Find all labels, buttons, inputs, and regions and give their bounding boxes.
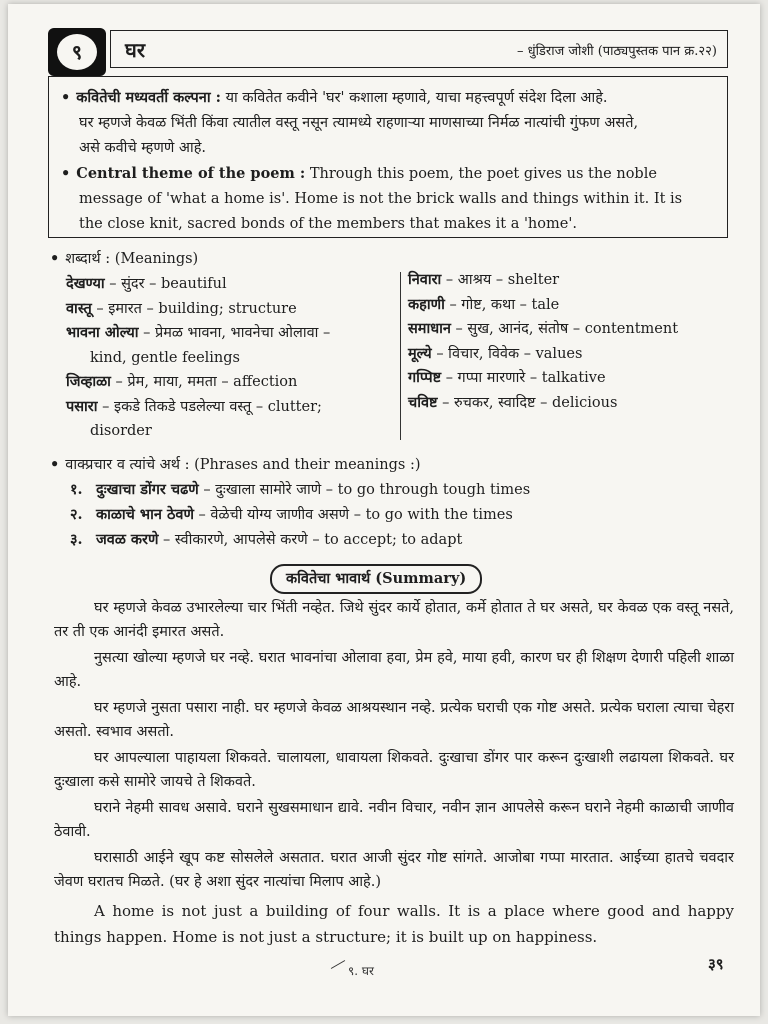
meanings-table: [48, 272, 728, 448]
meaning-definition: – गोष्ट, कथा – tale: [444, 296, 560, 313]
meaning-word: वास्तू: [66, 299, 92, 317]
bullet: •: [61, 89, 71, 106]
phrase-item: [50, 477, 730, 502]
summary-english: A home is not just a building of four walls. It is a place where good and happy things happen. Home is not just a structure; it is built up on happiness.: [54, 902, 734, 946]
marathi-theme-line3: असे कवीचे म्हणणे आहे.: [79, 140, 207, 156]
meaning-entry: [408, 268, 728, 293]
marathi-theme-heading: कवितेची मध्यवर्ती कल्पना :: [76, 89, 221, 106]
central-theme-box: [48, 76, 728, 238]
meaning-definition: – इकडे तिकडे पडलेल्या वस्तू – clutter;: [97, 398, 322, 415]
meaning-definition: – गप्पा मारणारे – talkative: [441, 370, 606, 386]
meaning-entry-continued: [66, 346, 396, 371]
bullet: •: [50, 250, 60, 267]
phrases-heading: [50, 452, 730, 477]
title-bar: [110, 30, 728, 68]
summary-paragraph: घर आपल्याला पाहायला शिकवते. चालायला, धावायला शिकवते. दुःखाचा डोंगर पार करून दुःखाशी लढायला शिकवते. घर दुःखाला कसे सामोरे जायचे ते शिकवते.: [54, 750, 734, 790]
meaning-word: कहाणी: [408, 295, 445, 313]
meaning-entry: [66, 321, 396, 346]
document-page: [8, 4, 760, 1016]
phrase-item: [50, 502, 730, 527]
phrases-heading-text: वाक्प्रचार व त्यांचे अर्थ : (Phrases and their meanings :): [65, 457, 421, 473]
meaning-entry: [408, 293, 728, 318]
meaning-definition: – रुचकर, स्वादिष्ट – delicious: [437, 394, 618, 411]
english-theme-heading: Central theme of the poem :: [76, 165, 306, 182]
meaning-entry: [408, 391, 728, 416]
english-theme-line3: the close knit, sacred bonds of the members that makes it a 'home'.: [79, 216, 577, 232]
meaning-definition: – प्रेमळ भावना, भावनेचा ओलावा –: [138, 325, 331, 341]
author-name: – धुंडिराज जोशी: [516, 44, 594, 59]
summary-paragraph: घर म्हणजे नुसता पसारा नाही. घर म्हणजे केवळ आश्रयस्थान नव्हे. प्रत्येक घराची एक गोष्ट असते. प्रत्येक घराला त्याचा चेहरा असतो. स्वभाव असतो.: [54, 700, 734, 740]
chapter-header: [48, 28, 728, 72]
meaning-word: मूल्ये: [408, 344, 432, 362]
meaning-word: भावना ओल्या: [66, 324, 139, 341]
meaning-definition: – आश्रय – shelter: [441, 272, 560, 288]
marathi-theme-line2: घर म्हणजे केवळ भिंती किंवा त्यातील वस्तू नसून त्यामध्ये राहणाऱ्या माणसाच्या निर्मळ नात्यांची गुंफण असते,: [79, 115, 639, 131]
bullet: •: [50, 456, 60, 473]
english-theme-line1: Through this poem, the poet gives us the noble: [309, 166, 657, 182]
meaning-word: गप्पिष्ट: [408, 369, 442, 386]
meaning-definition: – इमारत – building; structure: [91, 300, 297, 317]
phrase-number: १.: [70, 481, 83, 498]
meaning-entry: [66, 297, 396, 322]
phrases-section: [50, 452, 730, 552]
phrase-text: काळाचे भान ठेवणे: [96, 506, 194, 523]
page-number: ३९: [708, 955, 724, 973]
meaning-definition: – विचार, विवेक – values: [431, 345, 583, 362]
meaning-entry: [408, 342, 728, 367]
english-theme: [61, 161, 721, 237]
chapter-title: घर: [125, 38, 145, 62]
summary-paragraph: घर म्हणजे केवळ उभारलेल्या चार भिंती नव्हेत. जिथे सुंदर कार्ये होतात, कर्मे होतात ते घर असते, घर केवळ एक वस्तू नसते, तर ती एक आनंदी इमारत असते.: [54, 600, 734, 640]
summary-paragraph: नुसत्या खोल्या म्हणजे घर नव्हे. घरात भावनांचा ओलावा हवा, प्रेम हवे, माया हवी, कारण घर ही शिक्षण देणारी पहिली शाळा आहे.: [54, 650, 734, 690]
author-ref: [517, 41, 717, 59]
phrase-meaning: – दुःखाला सामोरे जाणे – to go through tough times: [198, 482, 531, 498]
meanings-heading-text: शब्दार्थ : (Meanings): [65, 251, 199, 267]
chapter-number-badge: [48, 28, 106, 76]
meaning-word: निवारा: [408, 271, 442, 288]
summary-paragraph: घरासाठी आईने खूप कष्ट सोसलेले असतात. घरात आजी सुंदर गोष्ट सांगते. आजोबा गप्पा मारतात. आईच्या हातचे चवदार जेवण घरातच मिळते. (घर हे अशा सुंदर नात्यांचा मिलाप आहे.): [54, 850, 734, 890]
meaning-word: चविष्ट: [408, 393, 438, 411]
column-divider: [400, 272, 401, 440]
meaning-entry: [66, 272, 396, 297]
meaning-definition: disorder: [90, 423, 152, 439]
phrase-meaning: – वेळेची योग्य जाणीव असणे – to go with the times: [193, 507, 513, 523]
meanings-heading: [50, 248, 198, 268]
bullet: •: [61, 165, 71, 182]
marathi-theme: [61, 85, 721, 161]
phrase-text: जवळ करणे: [96, 531, 159, 548]
phrase-number: २.: [70, 506, 83, 523]
meaning-entry: [408, 366, 728, 391]
footer-slash: [331, 960, 345, 969]
phrase-item: [50, 527, 730, 552]
marathi-theme-line1: या कवितेत कवीने 'घर' कशाला म्हणावे, याचा महत्त्वपूर्ण संदेश दिला आहे.: [225, 90, 608, 106]
phrase-meaning: – स्वीकारणे, आपलेसे करणे – to accept; to adapt: [158, 532, 463, 548]
summary-heading: कवितेचा भावार्थ (Summary): [270, 564, 482, 594]
meaning-word: जिव्हाळा: [66, 373, 111, 390]
meanings-left-column: [66, 272, 396, 444]
meaning-word: समाधान: [408, 320, 451, 337]
textbook-ref: (पाठ्यपुस्तक पान क्र.२२): [597, 44, 717, 59]
meaning-entry: [66, 370, 396, 395]
chapter-number: ९: [57, 34, 97, 70]
meaning-definition: kind, gentle feelings: [90, 349, 240, 366]
meaning-definition: – सुख, आनंद, संतोष – contentment: [450, 321, 679, 337]
meaning-entry: [408, 317, 728, 342]
meaning-word: पसारा: [66, 397, 98, 415]
summary-section: [54, 596, 734, 952]
footer-chapter: ९. घर: [348, 964, 374, 978]
english-theme-line2: message of 'what a home is'. Home is not the brick walls and things within it. It is: [79, 191, 683, 207]
meaning-word: देखण्या: [66, 275, 105, 292]
meaning-entry: [66, 395, 396, 420]
meanings-right-column: [408, 268, 728, 415]
phrase-text: दुःखाचा डोंगर चढणे: [96, 481, 199, 498]
meaning-entry-continued: [66, 419, 396, 444]
phrase-number: ३.: [70, 531, 83, 548]
meaning-definition: – सुंदर – beautiful: [104, 276, 227, 292]
summary-paragraph: घराने नेहमी सावध असावे. घराने सुखसमाधान द्यावे. नवीन विचार, नवीन ज्ञान आपलेसे करून घराने नेहमी काळाची जाणीव ठेवावी.: [54, 800, 734, 840]
meaning-definition: – प्रेम, माया, ममता – affection: [110, 374, 298, 390]
